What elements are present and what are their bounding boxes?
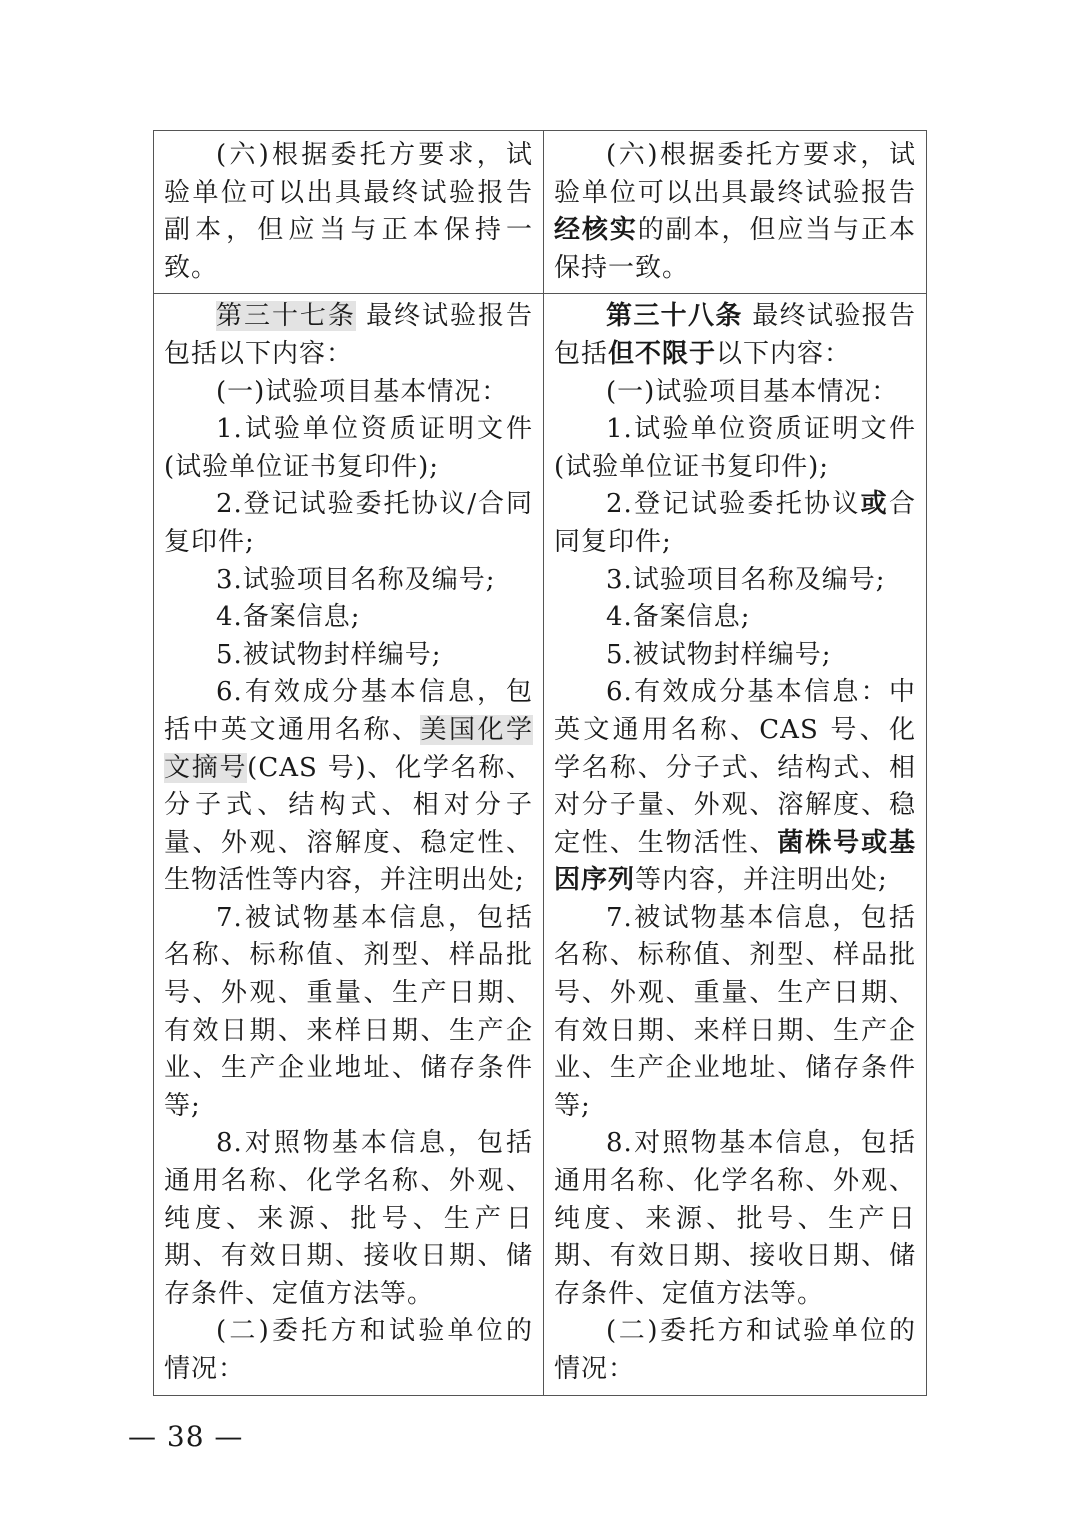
- table-row: [154, 294, 927, 1395]
- left-cell-article-6: [154, 131, 544, 294]
- right-cell-article-6: [544, 131, 927, 294]
- article-heading: [554, 298, 916, 373]
- paragraph: (六)根据委托方要求，试验单位可以出具最终试验报告副本，但应当与正本保持一致。: [164, 140, 533, 283]
- text: 6.有效成分基本信息：中英文通用名称、CAS 号、化学名称、分子式、结构式、相对分子量、外观、溶解度、稳定性、生物活性、: [554, 677, 916, 858]
- text: 最终试验报告包括以下内容：: [164, 301, 533, 369]
- bold-text: 但不限于: [608, 338, 717, 369]
- text: 2.登记试验委托协议: [606, 489, 861, 520]
- list-item: [164, 674, 533, 900]
- highlighted-text: 美国化学文摘号: [164, 714, 533, 783]
- right-cell-article-38: [544, 294, 927, 1395]
- text: 以下内容：: [716, 338, 852, 369]
- list-item: [554, 674, 916, 900]
- list-item: 1.试验单位资质证明文件(试验单位证书复印件);: [164, 414, 533, 482]
- list-item: (二)委托方和试验单位的情况：: [164, 1316, 533, 1384]
- text: (六)根据委托方要求，试验单位可以出具最终试验报告: [554, 140, 916, 208]
- bold-text: 或: [860, 489, 889, 520]
- comparison-table: [153, 130, 927, 1396]
- list-item: 3.试验项目名称及编号;: [606, 564, 886, 595]
- list-item: 8.对照物基本信息，包括通用名称、化学名称、外观、纯度、来源、批号、生产日期、有效日期、接收日期、储存条件、定值方法等。: [164, 1128, 533, 1309]
- list-item: 4.备案信息;: [216, 602, 361, 633]
- bold-text: 菌株号或基因序列: [554, 827, 916, 896]
- list-item: 4.备案信息;: [606, 602, 751, 633]
- table-row: [154, 131, 927, 294]
- list-item: (一)试验项目基本情况：: [606, 376, 899, 407]
- text: 的副本，但应当与正本保持一致。: [554, 215, 916, 283]
- text: 合同复印件;: [554, 489, 916, 557]
- list-item: [554, 486, 916, 561]
- article-heading: [164, 298, 533, 373]
- list-item: 8.对照物基本信息，包括通用名称、化学名称、外观、纯度、来源、批号、生产日期、有效日期、接收日期、储存条件、定值方法等。: [554, 1128, 916, 1309]
- article-label: 第三十八条: [606, 301, 743, 332]
- list-item: 5.被试物封样编号;: [606, 639, 832, 670]
- page-number: — 38 —: [128, 1420, 244, 1453]
- list-item: 3.试验项目名称及编号;: [216, 564, 496, 595]
- list-item: 2.登记试验委托协议/合同复印件;: [164, 489, 533, 557]
- list-item: 7.被试物基本信息，包括名称、标称值、剂型、样品批号、外观、重量、生产日期、有效日期、来样日期、生产企业、生产企业地址、储存条件等;: [164, 902, 533, 1121]
- bold-text: 经核实: [554, 215, 638, 246]
- list-item: 7.被试物基本信息，包括名称、标称值、剂型、样品批号、外观、重量、生产日期、有效日期、来样日期、生产企业、生产企业地址、储存条件等;: [554, 902, 916, 1121]
- left-cell-article-37: [154, 294, 544, 1395]
- list-item: 1.试验单位资质证明文件(试验单位证书复印件);: [554, 414, 916, 482]
- list-item: 5.被试物封样编号;: [216, 639, 442, 670]
- text: 最终试验报告包括: [554, 301, 916, 369]
- text: 6.有效成分基本信息，包括中英文通用名称、: [164, 677, 533, 745]
- paragraph: [554, 137, 916, 287]
- article-label: 第三十七条: [216, 301, 356, 332]
- list-item: (二)委托方和试验单位的情况：: [554, 1316, 916, 1384]
- text: (CAS 号)、化学名称、分子式、结构式、相对分子量、外观、溶解度、稳定性、生物活性等内容，并注明出处;: [164, 752, 533, 896]
- text: 等内容，并注明出处;: [635, 865, 888, 896]
- list-item: (一)试验项目基本情况：: [216, 376, 509, 407]
